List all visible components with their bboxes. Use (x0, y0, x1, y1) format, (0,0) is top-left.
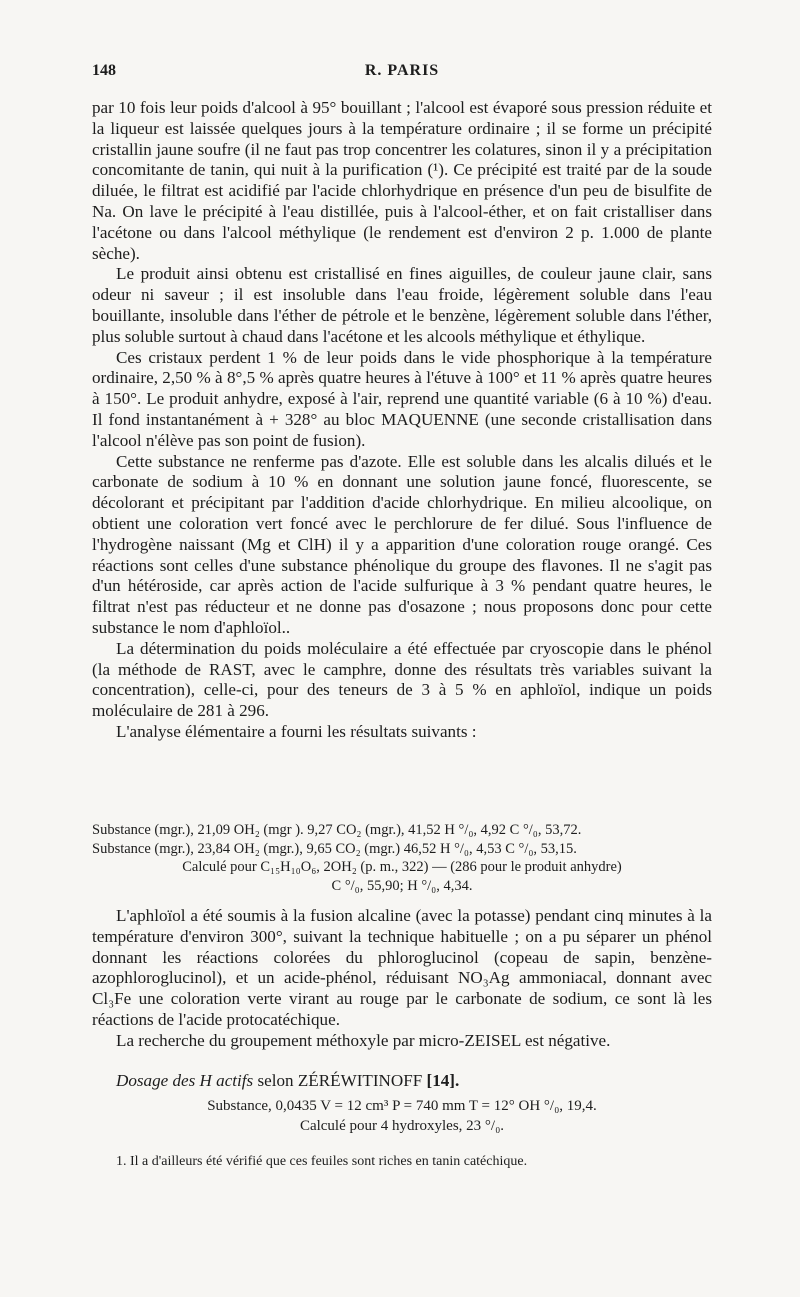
page-number: 148 (92, 62, 116, 79)
paragraph: L'aphloïol a été soumis à la fusion alcaline (avec la potasse) pendant cinq minutes à la température d'environ 300°, suivant la technique habituelle ; on a pu séparer un phénol donnant les réactions colorées du phloroglucinol (copeau de sapin, benzène-azophloroglucinol), et un acide-phénol, réduisant NO₃Ag ammoniacal, donnant avec Cl₃Fe une coloration verte virant au rouge par le carbonate de sodium, ce sont là les réactions de l'acide protocatéchique. (92, 906, 712, 1029)
dosage-line: Calculé pour 4 hydroxyles, 23 °/₀. (299, 1118, 505, 1134)
paragraph: La détermination du poids moléculaire a été effectuée par cryoscopie dans le phénol (la méthode de RAST, avec le camphre, donne des résultats très variables suivant la concentration), celle-ci, pour des teneurs de 3 à 5 % en aphloïol, indique un poids moléculaire de 281 à 296. (92, 638, 712, 721)
paragraph: par 10 fois leur poids d'alcool à 95° bouillant ; l'alcool est évaporé sous pression réduite et la liqueur est laissée quelques jours à la température ordinaire ; il se forme un précipité cristallin jaune soufre (il ne faut pas trop concentrer les colatures, sinon il y a précipitation concomitante de tanin, qui nuit à la purification (¹). Ce précipité est traité par de la soude diluée, le filtrat est acidifié par l'acide chlorhydrique en présence d'un peu de bisulfite de Na. On lave le précipité à l'eau distillée, puis à l'alcool-éther, et on fait cristalliser dans l'acétone ou dans l'alcool méthylique (le rendement est d'environ 2 p. 1.000 de plante sèche). (92, 98, 712, 263)
paragraph-analysis-intro: L'analyse élémentaire a fourni les résultats suivants : (116, 721, 477, 741)
calculated-values: C °/₀, 55,90; H °/₀, 4,34. (331, 877, 473, 894)
page-header (92, 62, 712, 88)
dosage-line: Substance, 0,0435 V = 12 cm³ P = 740 mm T = 12° OH °/₀, 19,4. (207, 1098, 597, 1114)
calculated-line: Calculé pour C₁₅H₁₀O₆, 2OH₂ (p. m., 322) — (286 pour le produit anhydre) (182, 859, 622, 875)
running-title: R. PARIS (364, 62, 440, 79)
footnote: 1. Il a d'ailleurs été vérifié que ces feuiles sont riches en tanin catéchique. (116, 1154, 528, 1169)
paragraph: La recherche du groupement méthoxyle par micro-ZEISEL est négative. (116, 1030, 611, 1050)
dosage-title (92, 1071, 712, 1092)
body-text (92, 98, 712, 743)
dosage-title-italic: Dosage des H actifs (116, 1071, 254, 1090)
dosage-section (92, 1071, 712, 1092)
reference: [14]. (426, 1071, 460, 1090)
paragraph: Ces cristaux perdent 1 % de leur poids dans le vide phosphorique à la température ordinaire, 2,50 % à 8°,5 % après quatre heures à l'étuve à 100° et 11 % après quatre heures à 150°. Le produit anhydre, exposé à l'air, reprend une quantité variable (6 à 10 %) d'eau. Il fond instantanément à + 328° au bloc MAQUENNE (une seconde cristallisation dans l'alcool n'élève pas son point de fusion). (92, 347, 712, 450)
dosage-results (92, 1096, 712, 1136)
dosage-title-rest: selon ZÉRÉWITINOFF (253, 1071, 427, 1090)
body-text-continued (92, 906, 712, 1052)
result-row: Substance (mgr.), 21,09 OH₂ (mgr ). 9,27 CO₂ (mgr.), 41,52 H °/₀, 4,92 C °/₀, 53,72. (92, 822, 582, 838)
paragraph: Cette substance ne renferme pas d'azote. Elle est soluble dans les alcalis dilués et le carbonate de sodium à 10 % en donnant une solution jaune foncé, fluorescente, se décolorant et précipitant par l'addition d'acide chlorhydrique. En milieu alcoolique, on obtient une coloration vert foncé avec le perchlorure de fer dilué. Sous l'influence de l'hydrogène naissant (Mg et ClH) il y a apparition d'une coloration rouge orangé. Ces réactions sont celles d'une substance phénolique du groupe des flavones. Il ne s'agit pas d'un hétéroside, car après action de l'acide sulfurique à 3 % pendant quatre heures, le filtrat n'est pas réducteur et ne donne pas d'osazone ; nous proposons donc pour cette substance le nom d'aphloïol.. (92, 451, 712, 637)
analysis-results (92, 821, 712, 895)
result-row: Substance (mgr.), 23,84 OH₂ (mgr.), 9,65 CO₂ (mgr.) 46,52 H °/₀, 4,53 C °/₀, 53,15. (92, 840, 577, 857)
paragraph: Le produit ainsi obtenu est cristallisé en fines aiguilles, de couleur jaune clair, sans odeur ni saveur ; il est insoluble dans l'eau froide, légèrement soluble dans l'eau bouillante, insoluble dans l'éther de pétrole et le benzène, légèrement soluble dans l'éther, plus soluble surtout à chaud dans l'acétone et les alcools méthylique et éthylique. (92, 264, 712, 346)
